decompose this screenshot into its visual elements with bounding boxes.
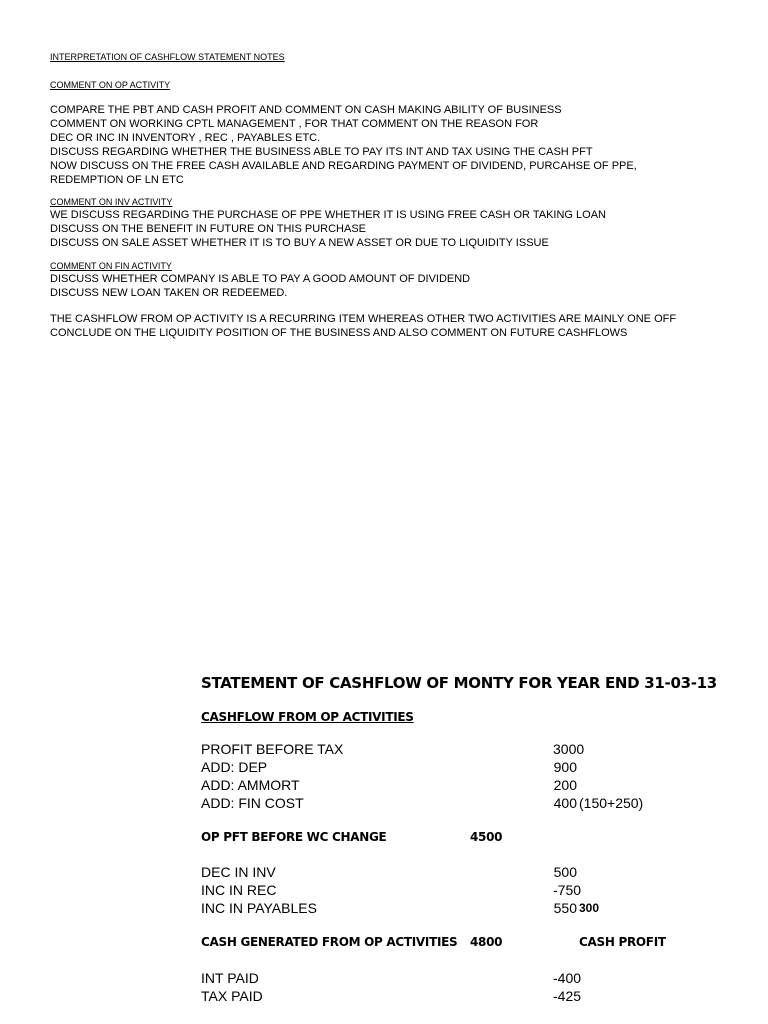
text-line: DISCUSS NEW LOAN TAKEN OR REDEEMED. — [50, 287, 288, 299]
row-value: -425 — [553, 988, 582, 1004]
row-value: -750 — [553, 882, 582, 898]
inv-activity-lines — [50, 208, 740, 250]
table-row — [201, 899, 721, 917]
text-line: DISCUSS ON THE BENEFIT IN FUTURE ON THIS PURCHASE — [50, 223, 366, 235]
notes-title: INTERPRETATION OF CASHFLOW STATEMENT NOTES — [50, 52, 285, 62]
subtotal-label: CASH GENERATED FROM OP ACTIVITIES — [201, 935, 458, 949]
row-value: 200 — [553, 777, 577, 793]
text-line: DISCUSS ON SALE ASSET WHETHER IT IS TO BUY A NEW ASSET OR DUE TO LIQUIDITY ISSUE — [50, 237, 549, 249]
row-value: -400 — [553, 970, 582, 986]
table-row — [201, 740, 721, 758]
subtotal-value: 4500 — [470, 830, 503, 844]
text-line: DISCUSS WHETHER COMPANY IS ABLE TO PAY A GOOD AMOUNT OF DIVIDEND — [50, 273, 471, 285]
subtotal-value: 4800 — [470, 935, 503, 949]
table-row — [201, 758, 721, 776]
row-value: 500 — [553, 864, 577, 880]
subtotal-label: OP PFT BEFORE WC CHANGE — [201, 830, 387, 844]
row-label: ADD: DEP — [201, 759, 268, 775]
text-line: COMMENT ON WORKING CPTL MANAGEMENT , FOR THAT COMMENT ON THE REASON FOR — [50, 118, 539, 130]
subtotal-row — [201, 828, 721, 846]
table-row — [201, 987, 721, 1005]
row-label: PROFIT BEFORE TAX — [201, 741, 344, 757]
statement-title: STATEMENT OF CASHFLOW OF MONTY FOR YEAR END 31-03-13 — [201, 674, 717, 692]
text-line: REDEMPTION OF LN ETC — [50, 174, 184, 186]
table-row — [201, 881, 721, 899]
conclusion-lines — [50, 312, 740, 340]
row-value: 900 — [553, 759, 577, 775]
row-label: ADD: FIN COST — [201, 795, 304, 811]
row-note: (150+250) — [579, 795, 644, 811]
text-line: THE CASHFLOW FROM OP ACTIVITY IS A RECURRING ITEM WHEREAS OTHER TWO ACTIVITIES ARE MAINLY ONE OFF — [50, 313, 677, 325]
row-label: TAX PAID — [201, 988, 263, 1004]
table-row — [201, 863, 721, 881]
text-line: CONCLUDE ON THE LIQUIDITY POSITION OF THE BUSINESS AND ALSO COMMENT ON FUTURE CASHFLOWS — [50, 327, 628, 339]
text-line: WE DISCUSS REGARDING THE PURCHASE OF PPE WHETHER IT IS USING FREE CASH OR TAKING LOAN — [50, 209, 606, 221]
row-value: 550 — [553, 900, 577, 916]
cash-profit-label: CASH PROFIT — [579, 935, 666, 949]
text-line: DEC OR INC IN INVENTORY , REC , PAYABLES ETC. — [50, 132, 321, 144]
text-line: COMPARE THE PBT AND CASH PROFIT AND COMMENT ON CASH MAKING ABILITY OF BUSINESS — [50, 104, 562, 116]
notes-section — [50, 52, 740, 340]
cashflow-statement — [201, 674, 721, 1005]
fin-activity-lines — [50, 272, 740, 300]
inv-activity-heading: COMMENT ON INV ACTIVITY — [50, 197, 173, 207]
op-activities-heading: CASHFLOW FROM OP ACTIVITIES — [201, 710, 414, 724]
op-activity-heading: COMMENT ON OP ACTIVITY — [50, 80, 171, 90]
row-label: DEC IN INV — [201, 864, 276, 880]
row-label: INT PAID — [201, 970, 259, 986]
text-line: DISCUSS REGARDING WHETHER THE BUSINESS ABLE TO PAY ITS INT AND TAX USING THE CASH PFT — [50, 146, 593, 158]
fin-activity-heading: COMMENT ON FIN ACTIVITY — [50, 261, 172, 271]
table-row — [201, 794, 721, 812]
table-row — [201, 969, 721, 987]
row-label: INC IN REC — [201, 882, 277, 898]
row-label: ADD: AMMORT — [201, 777, 300, 793]
row-value: 3000 — [553, 741, 585, 757]
op-activity-lines — [50, 103, 740, 187]
subtotal-row — [201, 933, 721, 951]
row-value: 400 — [553, 795, 577, 811]
table-row — [201, 776, 721, 794]
row-note: 300 — [579, 901, 600, 915]
row-label: INC IN PAYABLES — [201, 900, 317, 916]
text-line: NOW DISCUSS ON THE FREE CASH AVAILABLE AND REGARDING PAYMENT OF DIVIDEND, PURCAHSE OF PPE, — [50, 160, 637, 172]
